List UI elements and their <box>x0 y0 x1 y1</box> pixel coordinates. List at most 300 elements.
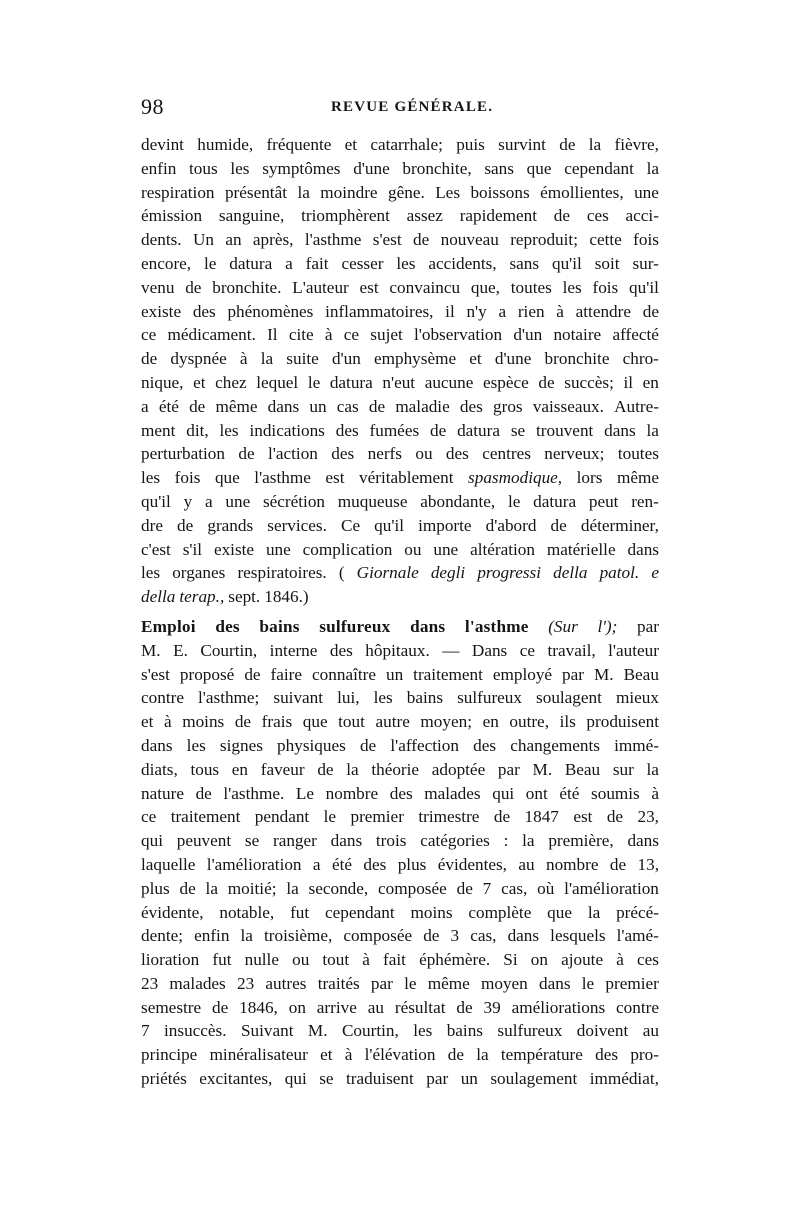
text-word: trois <box>375 831 407 851</box>
text-word: dans <box>141 735 173 755</box>
text-word: par <box>426 1069 449 1089</box>
text-word: chro- <box>622 349 659 369</box>
text-word: des <box>329 640 353 660</box>
text-word: de <box>244 664 261 684</box>
text-word: ils <box>559 712 576 732</box>
text-word: gêne. <box>388 182 425 202</box>
text-word: été <box>331 854 352 874</box>
text-word: à <box>239 349 248 369</box>
text-word: doivent <box>576 1021 629 1041</box>
text-word: nouveau <box>440 230 499 250</box>
text-word: notable, <box>219 902 275 922</box>
text-line <box>141 948 659 972</box>
text-word: M. <box>141 640 161 660</box>
text-word: Si <box>503 950 518 970</box>
text-word: les <box>141 468 161 488</box>
text-word: arrive <box>316 997 357 1017</box>
text-word: signes <box>219 735 263 755</box>
text-word: complète <box>468 902 532 922</box>
text-word: encore, <box>141 253 192 273</box>
text-line <box>141 585 659 609</box>
text-line <box>141 252 659 276</box>
text-word: accidents, <box>428 253 497 273</box>
text-word: moitié; <box>227 878 277 898</box>
text-word: cite <box>288 325 314 345</box>
text-word: ranger <box>272 831 317 851</box>
text-word: l'asthme <box>254 468 311 488</box>
text-word: sulfureux <box>497 1021 563 1041</box>
text-word: à <box>651 783 659 803</box>
text-word: vaisseaux. <box>532 396 604 416</box>
text-line <box>141 996 659 1020</box>
text-word: on <box>530 950 548 970</box>
text-line <box>141 228 659 252</box>
text-word: Autre- <box>614 396 659 416</box>
text-word: grands <box>207 515 254 535</box>
text-word: plus <box>141 878 170 898</box>
text-line <box>141 829 659 853</box>
text-word: ce <box>141 807 157 827</box>
text-word: qui <box>284 1069 307 1089</box>
text-word: des <box>192 301 216 321</box>
text-word: mieux <box>615 688 659 708</box>
text-word: est <box>573 807 593 827</box>
text-word: employé <box>492 664 553 684</box>
text-word: premier <box>350 807 404 827</box>
text-word: Le <box>295 783 315 803</box>
text-word: degli <box>430 563 466 583</box>
text-word: emphysème <box>374 349 457 369</box>
text-word: minéralisateur <box>209 1045 308 1065</box>
text-word: composée <box>378 878 447 898</box>
text-word: ces <box>586 206 609 226</box>
text-word: services. <box>267 515 327 535</box>
text-line <box>141 133 659 157</box>
text-word: symptômes <box>262 158 341 178</box>
text-word: pendant <box>254 807 310 827</box>
text-word: reproduit; <box>510 230 578 250</box>
text-word: se <box>510 420 526 440</box>
text-word: de <box>368 396 386 416</box>
text-word: diats, <box>141 759 178 779</box>
text-word: des <box>473 735 497 755</box>
text-word: véritablement <box>359 468 454 488</box>
text-word: une <box>433 539 459 559</box>
text-word: émission <box>141 206 203 226</box>
text-word: que <box>526 158 552 178</box>
text-word: venu <box>141 277 175 297</box>
text-word: dans <box>267 396 300 416</box>
text-word: les <box>186 735 206 755</box>
text-word: la <box>260 349 274 369</box>
text-word: ajoute <box>561 950 604 970</box>
text-word: rapidement <box>459 206 538 226</box>
text-word: altération <box>470 539 535 559</box>
text-word: hôpitaux. <box>365 640 430 660</box>
text-word: fièvre, <box>614 135 659 154</box>
text-word: la <box>587 902 601 922</box>
text-word: l'action <box>268 444 318 464</box>
text-word: gros <box>493 396 523 416</box>
text-word: dans <box>507 926 540 946</box>
text-word: ces <box>636 950 659 970</box>
text-word: nombre <box>545 854 599 874</box>
text-word: toutes <box>617 444 659 464</box>
text-word: fréquente <box>266 135 332 154</box>
text-word: connaître <box>312 664 376 684</box>
text-word: fumées <box>369 420 420 440</box>
text-word: par <box>636 616 659 636</box>
text-word: améliorations <box>511 997 606 1017</box>
text-word: acci- <box>625 206 659 226</box>
text-word: la <box>646 759 659 779</box>
text-word: laquelle <box>141 854 196 874</box>
text-word: en <box>642 372 659 392</box>
text-word: la <box>346 759 359 779</box>
text-word: médicament. <box>167 325 256 345</box>
text-word: cependant <box>564 158 634 178</box>
text-word: des <box>215 616 240 636</box>
text-word: tous <box>190 759 220 779</box>
text-line <box>141 371 659 395</box>
text-word: et <box>320 1045 333 1065</box>
text-word: 1846, <box>239 997 278 1017</box>
text-line <box>141 538 659 562</box>
text-word: est <box>359 277 379 297</box>
text-word: de <box>177 515 194 535</box>
text-word: autres <box>265 973 307 993</box>
text-word: de <box>179 878 196 898</box>
text-word: de <box>189 396 206 416</box>
text-word: l'amélioration <box>206 854 302 874</box>
text-word: fois <box>174 468 201 488</box>
text-word: catégories <box>420 831 490 851</box>
text-word: M. <box>307 1021 328 1041</box>
text-word: dans <box>627 539 659 559</box>
text-word: pro- <box>630 1045 659 1065</box>
text-word: ( <box>338 563 345 583</box>
text-word: où <box>537 878 555 898</box>
text-word: Dans <box>471 640 508 660</box>
text-line <box>141 157 659 181</box>
text-word: le <box>307 372 321 392</box>
text-word: résultat <box>394 997 446 1017</box>
text-word: qui <box>141 831 163 851</box>
text-word: devint <box>141 135 184 154</box>
text-word: théorie <box>371 759 420 779</box>
text-word: de <box>141 349 158 369</box>
text-word: — <box>442 640 460 660</box>
text-word: y <box>183 491 193 511</box>
text-word: d'un <box>331 349 361 369</box>
text-word: en <box>231 759 249 779</box>
text-word: des <box>595 1045 619 1065</box>
text-line <box>141 782 659 806</box>
text-word: a <box>312 854 321 874</box>
text-line <box>141 1019 659 1043</box>
text-word: les <box>219 420 239 440</box>
text-word: Un <box>192 230 214 250</box>
text-word: été <box>158 396 179 416</box>
text-word: notaire <box>553 325 602 345</box>
text-word: ren- <box>631 491 659 511</box>
text-line <box>141 181 659 205</box>
text-word: la <box>476 1045 489 1065</box>
text-word: toutes <box>510 277 552 297</box>
text-word: bronchite <box>544 349 610 369</box>
text-word: un <box>309 396 327 416</box>
text-word: contre <box>616 997 659 1017</box>
text-word: nombre <box>325 783 379 803</box>
text-word: ou <box>415 444 433 464</box>
text-word: fait <box>383 950 406 970</box>
text-word: première, <box>548 831 614 851</box>
text-word: triomphèrent <box>301 206 390 226</box>
text-word: e <box>651 563 659 583</box>
text-word: la <box>588 135 602 154</box>
text-word: aucune <box>424 372 474 392</box>
text-word: soulagement <box>490 1069 578 1089</box>
text-word: a <box>498 301 507 321</box>
text-word: au <box>367 997 384 1017</box>
text-word: de <box>606 807 624 827</box>
text-word: principe <box>141 1045 198 1065</box>
text-word: della <box>553 563 588 583</box>
text-word: évidente, <box>141 902 204 922</box>
text-word: moyen; <box>420 712 472 732</box>
text-line <box>141 853 659 877</box>
text-word: qui <box>492 783 515 803</box>
text-word: plus <box>397 854 427 874</box>
text-word: le <box>507 491 521 511</box>
body-text <box>141 133 659 1091</box>
text-word: datura <box>329 372 373 392</box>
text-word: la <box>240 926 253 946</box>
text-word: abondante, <box>420 491 496 511</box>
text-word: nerveux; <box>544 444 605 464</box>
text-word: indications <box>249 420 325 440</box>
text-word: muqueuse <box>337 491 408 511</box>
text-word: même <box>215 396 258 416</box>
text-word: malades <box>169 973 226 993</box>
text-word: moins <box>410 902 453 922</box>
text-word: à <box>324 325 333 345</box>
text-word: traitement <box>413 664 483 684</box>
text-word: fut <box>212 950 232 970</box>
text-word: ont <box>525 783 548 803</box>
text-word: nique, <box>141 372 184 392</box>
text-word: l'asthme <box>304 230 362 250</box>
text-word: dans <box>627 831 659 851</box>
text-word: Beau <box>564 759 601 779</box>
text-word: qu'il <box>141 491 171 511</box>
text-word: phénomènes <box>227 301 314 321</box>
text-word: de <box>456 997 473 1017</box>
text-word: dente; <box>141 926 183 946</box>
text-word: insuccès. <box>164 1021 227 1041</box>
text-line <box>141 1043 659 1067</box>
text-word: la <box>297 182 310 202</box>
text-word: a <box>141 396 149 416</box>
text-word: suite <box>286 349 319 369</box>
text-word: M. <box>594 664 614 684</box>
text-word: été <box>559 783 580 803</box>
text-word: et <box>193 372 206 392</box>
text-word: l'); <box>597 616 618 636</box>
text-word: soulagent <box>536 688 602 708</box>
text-word: adoptée <box>431 759 486 779</box>
text-word: fut <box>290 902 310 922</box>
text-word: que <box>547 902 572 922</box>
text-word: des <box>445 444 469 464</box>
text-word: outre, <box>509 712 549 732</box>
text-line <box>141 323 659 347</box>
text-word: ce <box>343 325 360 345</box>
text-word: an <box>225 230 242 250</box>
text-line <box>141 639 659 663</box>
text-word: E. <box>173 640 188 660</box>
text-word: proposé <box>179 664 235 684</box>
text-word: l'auteur <box>608 640 659 660</box>
text-word: dit, <box>186 420 209 440</box>
text-line <box>141 347 659 371</box>
text-word: après, <box>252 230 294 250</box>
text-word: bronchite, <box>402 158 472 178</box>
text-word: ou <box>404 539 422 559</box>
text-word: en <box>482 712 499 732</box>
text-word: progressi <box>477 563 541 583</box>
text-word: sur- <box>632 253 659 273</box>
text-word: 23 <box>236 973 255 993</box>
text-word: traduisent <box>346 1069 414 1089</box>
text-word: la <box>646 420 659 440</box>
text-line <box>141 1067 659 1091</box>
text-line <box>141 924 659 948</box>
text-word: et <box>469 349 482 369</box>
text-word: terap., <box>179 587 225 607</box>
text-word: une <box>265 539 291 559</box>
text-word: inflammatoires, <box>325 301 434 321</box>
text-word: au <box>642 1021 659 1041</box>
text-word: qu'il <box>374 515 404 535</box>
text-line <box>141 395 659 419</box>
text-word: il <box>623 372 634 392</box>
text-word: composée <box>343 926 413 946</box>
page-header <box>141 94 659 124</box>
text-word: l'asthme. <box>223 783 285 803</box>
text-word: cependant <box>324 902 395 922</box>
text-word: Emploi <box>141 616 196 636</box>
text-word: interne <box>269 640 318 660</box>
text-word: bains <box>259 616 300 636</box>
text-word: Beau <box>623 664 659 684</box>
text-word: c'est <box>141 539 171 559</box>
text-word: dans <box>410 616 446 636</box>
text-word: lui, <box>337 688 360 708</box>
text-word: convaincu <box>389 277 461 297</box>
text-word: précé- <box>616 902 659 922</box>
text-word: fois <box>592 277 619 297</box>
text-line <box>141 615 659 639</box>
text-word: datura <box>457 420 501 440</box>
text-word: 7 <box>141 1021 150 1041</box>
text-word: le <box>204 253 217 273</box>
text-word: moyen <box>480 973 528 993</box>
text-word: des <box>459 396 483 416</box>
text-word: Giornale <box>356 563 419 583</box>
text-word: survint <box>498 135 546 154</box>
text-word: Les <box>435 182 461 202</box>
text-word: dans <box>604 420 636 440</box>
text-word: le <box>323 807 337 827</box>
text-word: moins <box>182 712 225 732</box>
text-word: nerfs <box>367 444 402 464</box>
text-word: et <box>141 712 154 732</box>
text-word: L'auteur <box>292 277 349 297</box>
text-word: succès; <box>564 372 614 392</box>
text-word: existe <box>213 539 255 559</box>
text-word: ce <box>141 325 157 345</box>
text-word: spasmodique, <box>468 468 563 488</box>
text-word: 1847 <box>524 807 559 827</box>
text-line <box>141 490 659 514</box>
text-word: évidentes, <box>437 854 507 874</box>
text-word: que <box>214 468 240 488</box>
text-word: organes <box>172 563 226 583</box>
text-word: l'amé- <box>616 926 659 946</box>
text-word: ce <box>519 640 535 660</box>
text-word: s'est <box>372 230 402 250</box>
text-word: les <box>230 158 250 178</box>
text-word: à <box>344 1045 353 1065</box>
text-word: contre <box>141 688 184 708</box>
text-word: à <box>163 712 172 732</box>
text-word: sept. <box>228 587 261 607</box>
text-word: traités <box>317 973 360 993</box>
text-line <box>141 877 659 901</box>
text-line <box>141 204 659 228</box>
text-word: immé- <box>614 735 659 755</box>
text-word: suivant <box>273 688 324 708</box>
text-word: assez <box>406 206 443 226</box>
text-word: autre <box>375 712 410 732</box>
text-word: cas, <box>501 878 528 898</box>
text-word: sulfureux <box>319 616 391 636</box>
text-word: cesser <box>341 253 384 273</box>
text-word: tout <box>338 712 365 732</box>
text-word: d'un <box>513 325 543 345</box>
text-word: moindre <box>320 182 378 202</box>
text-word: lequel <box>256 372 299 392</box>
text-word: des <box>363 854 387 874</box>
text-word: datura <box>533 491 577 511</box>
text-line <box>141 663 659 687</box>
text-word: par <box>370 973 393 993</box>
text-word: d'une <box>494 349 532 369</box>
text-word: a <box>285 253 293 273</box>
text-word: de <box>413 230 430 250</box>
text-word: cas, <box>470 926 497 946</box>
text-word: d'une <box>353 158 390 178</box>
text-word: de <box>493 807 511 827</box>
text-word: lioration <box>141 950 200 970</box>
text-word: dans <box>330 831 363 851</box>
text-word: tout <box>322 950 350 970</box>
text-word: une <box>634 182 659 202</box>
text-word: sans <box>484 158 514 178</box>
text-word: les <box>562 277 582 297</box>
text-word: l'affection <box>390 735 459 755</box>
